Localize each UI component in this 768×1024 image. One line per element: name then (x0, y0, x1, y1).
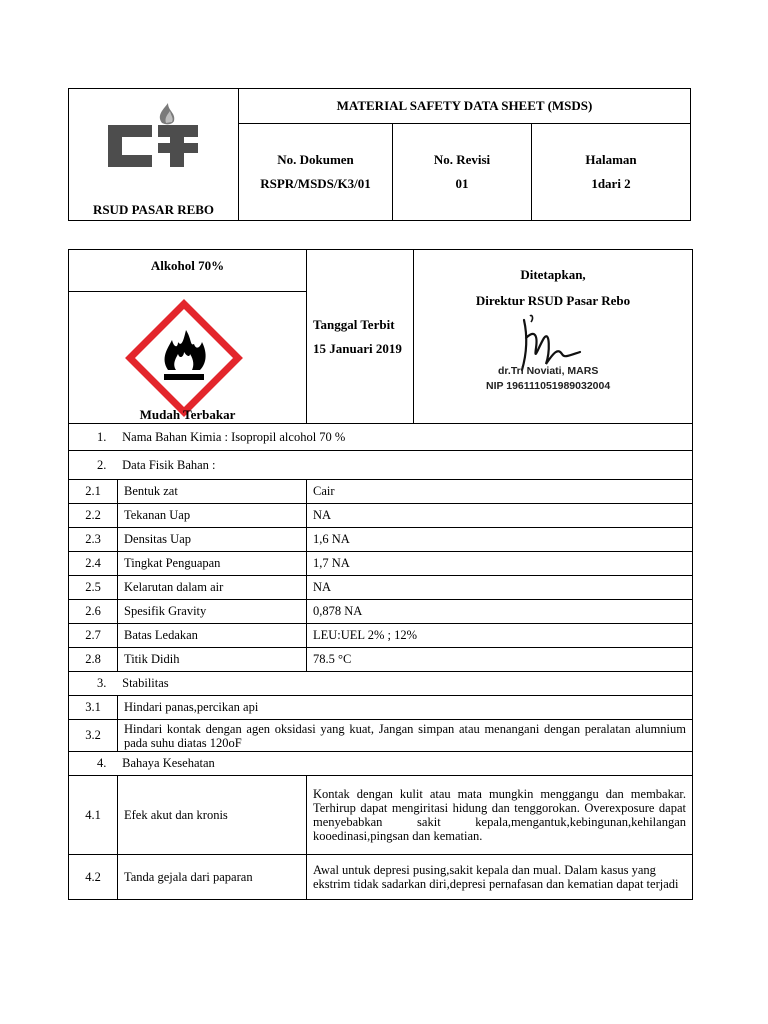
row-number: 2.6 (69, 600, 118, 624)
table-row (69, 648, 693, 672)
section-4-number: 4. (97, 756, 107, 770)
row-label: Efek akut dan kronis (118, 776, 307, 855)
row-label: Densitas Uap (118, 528, 307, 552)
row-value: Awal untuk depresi pusing,sakit kepala dan mual. Dalam kasus yang ekstrim tidak sadarkan diri,depresi pernafasan dan kematian dapat terjadi (307, 855, 693, 900)
approval-cell (414, 250, 693, 424)
page-cell (532, 124, 691, 221)
document-header (68, 88, 691, 221)
row-value: 78.5 °C (307, 648, 693, 672)
signer-nip: NIP 196111051989032004 (486, 380, 611, 392)
signer-block (486, 364, 610, 394)
row-text: Hindari kontak dengan agen oksidasi yang kuat, Jangan simpan atau menangani dengan peralatan alumnium pada suhu diatas 120oF (118, 720, 693, 752)
table-row (69, 504, 693, 528)
approval-line-2: Direktur RSUD Pasar Rebo (475, 293, 631, 308)
row-number: 2.3 (69, 528, 118, 552)
row-label: Spesifik Gravity (118, 600, 307, 624)
row-value: NA (307, 504, 693, 528)
hazard-cell (69, 292, 307, 424)
table-row (69, 528, 693, 552)
doc-number-cell (239, 124, 393, 221)
hospital-logo (104, 103, 204, 177)
section-3-title-text: Stabilitas (122, 676, 169, 690)
revision-value: 01 (455, 176, 469, 191)
row-number: 4.2 (69, 855, 118, 900)
row-value: Kontak dengan kulit atau mata mungkin menggangu dan membakar. Terhirup dapat mengiritasi hidung dan tenggorokan. Overexposure dapat menyebabkan sakit kepala,mengantuk,kebingunan,kehilangan kooedinasi,pingsan dan kematian. (307, 776, 693, 855)
revision-cell (393, 124, 532, 221)
table-row (69, 600, 693, 624)
row-label: Bentuk zat (118, 480, 307, 504)
row-text: Hindari panas,percikan api (118, 696, 693, 720)
revision-label: No. Revisi (433, 152, 491, 167)
flammable-icon (124, 298, 244, 418)
table-row (69, 696, 693, 720)
section-2-title (69, 451, 693, 480)
approval-line-1: Ditetapkan, (520, 267, 586, 282)
issue-date-label: Tanggal Terbit (313, 316, 395, 332)
row-number: 3.2 (69, 720, 118, 752)
row-value: LEU:UEL 2% ; 12% (307, 624, 693, 648)
section-2-number: 2. (97, 457, 107, 472)
hospital-name: RSUD PASAR REBO (92, 202, 215, 217)
row-number: 2.1 (69, 480, 118, 504)
row-label: Kelarutan dalam air (118, 576, 307, 600)
row-value: 0,878 NA (307, 600, 693, 624)
row-number: 4.1 (69, 776, 118, 855)
row-label: Tingkat Penguapan (118, 552, 307, 576)
row-label: Batas Ledakan (118, 624, 307, 648)
doc-number-value: RSPR/MSDS/K3/01 (260, 176, 371, 191)
section-2-title-text: Data Fisik Bahan : (122, 457, 216, 472)
table-row (69, 576, 693, 600)
page-label: Halaman (585, 152, 637, 167)
table-row (69, 720, 693, 752)
signer-name: dr.Tri Noviati, MARS (498, 365, 599, 377)
row-value: 1,7 NA (307, 552, 693, 576)
row-number: 2.5 (69, 576, 118, 600)
row-value: NA (307, 576, 693, 600)
table-row (69, 624, 693, 648)
row-number: 2.4 (69, 552, 118, 576)
section-4-title (69, 752, 693, 776)
table-row (69, 480, 693, 504)
section-4-title-text: Bahaya Kesehatan (122, 756, 215, 770)
table-row (69, 552, 693, 576)
section-1 (69, 424, 693, 451)
hazard-label: Mudah Terbakar (139, 407, 236, 422)
row-number: 2.2 (69, 504, 118, 528)
section-1-text: Nama Bahan Kimia : Isopropil alcohol 70 % (122, 429, 346, 444)
row-label: Tekanan Uap (118, 504, 307, 528)
table-row (69, 855, 693, 900)
issue-date-cell (307, 250, 414, 424)
issue-date-value: 15 Januari 2019 (313, 340, 402, 356)
section-3-number: 3. (97, 676, 107, 690)
row-number: 2.8 (69, 648, 118, 672)
row-number: 3.1 (69, 696, 118, 720)
row-label: Titik Didih (118, 648, 307, 672)
page-value: 1dari 2 (591, 176, 631, 191)
section-1-number: 1. (97, 429, 107, 444)
doc-number-label: No. Dokumen (277, 152, 354, 167)
row-number: 2.7 (69, 624, 118, 648)
row-value: 1,6 NA (307, 528, 693, 552)
product-name: Alkohol 70% (69, 250, 307, 292)
row-label: Tanda gejala dari paparan (118, 855, 307, 900)
row-value: Cair (307, 480, 693, 504)
table-row (69, 776, 693, 855)
document-title: MATERIAL SAFETY DATA SHEET (MSDS) (239, 89, 691, 124)
section-3-title (69, 672, 693, 696)
msds-body-table (68, 249, 693, 900)
logo-cell (69, 89, 239, 221)
hospital-logo-icon (104, 103, 204, 177)
